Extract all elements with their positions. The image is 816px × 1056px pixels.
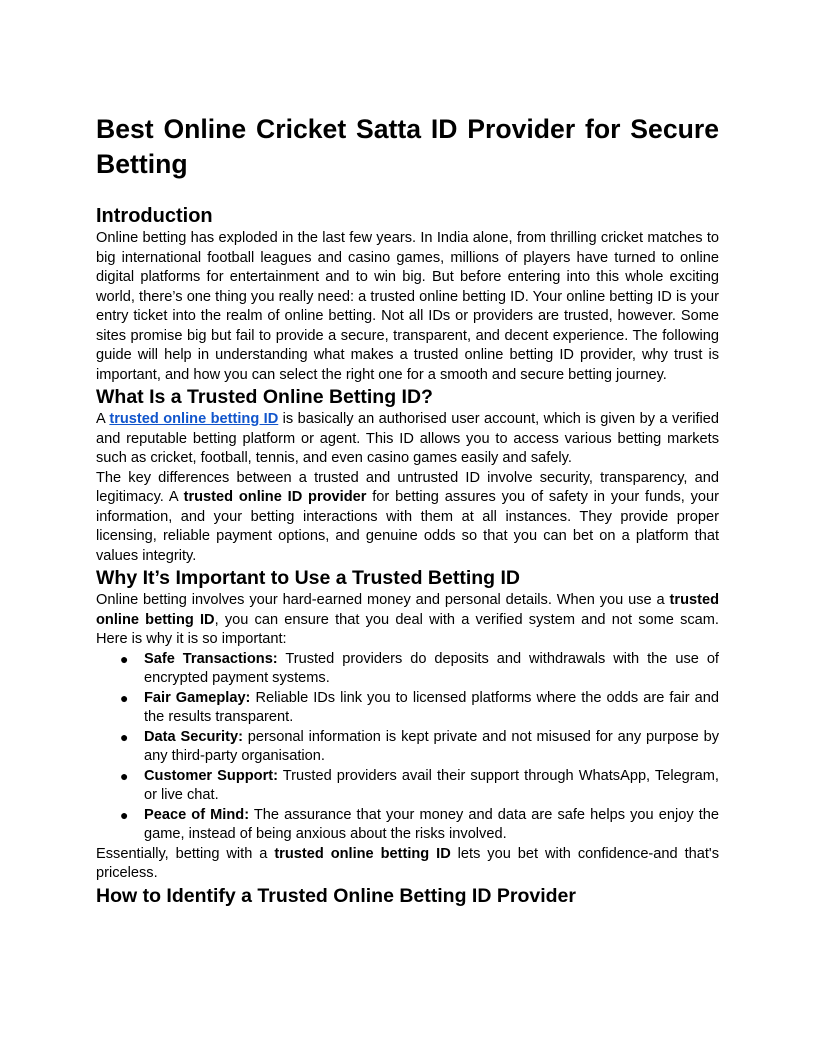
what-paragraph-2 xyxy=(96,469,719,567)
list-item xyxy=(120,728,720,767)
why-p1-pre: Online betting involves your hard-earned money and personal details. When you use a xyxy=(96,592,670,608)
benefits-list xyxy=(96,650,719,845)
why-closing-pre: Essentially, betting with a xyxy=(96,845,275,862)
bullet-icon: ● xyxy=(120,689,129,706)
what-p1-post: is basically an authorised user account, which is given by a verified and reputable betting platform or agent. This ID allows you to access various betting markets such as cricket, football, tennis, and even casino games easily and safely. xyxy=(96,411,719,466)
what-p2-post: for betting assures you of safety in your funds, your information, and your betting interactions with them at all instances. They provide proper licensing, reliable payment options, and genuine odds so that you can bet on a platform that values integrity. xyxy=(96,489,719,564)
list-item-bold: Safe Transactions: xyxy=(144,650,278,667)
list-item-text: The assurance that your money and data are safe helps you enjoy the game, instead of being anxious about the risks involved. xyxy=(144,806,720,842)
how-heading: How to Identify a Trusted Online Betting ID Provider xyxy=(96,884,576,907)
bullet-icon: ● xyxy=(120,728,129,745)
why-p1-post: , you can ensure that you deal with a verified system and not some scam. Here is why it is so important: xyxy=(96,611,719,647)
list-item-text: personal information is kept private and not misused for any purpose by any third-party organisation. xyxy=(144,728,720,764)
list-item-bold: Peace of Mind: xyxy=(144,806,250,823)
what-p2-bold: trusted online ID provider xyxy=(183,489,367,505)
bullet-icon: ● xyxy=(120,806,129,823)
why-closing-bold: trusted online betting ID xyxy=(274,845,451,862)
intro-heading: Introduction xyxy=(96,205,213,227)
bullet-icon: ● xyxy=(120,767,129,784)
page-title: Best Online Cricket Satta ID Provider for Secure Betting xyxy=(96,114,719,179)
list-item xyxy=(120,806,720,845)
list-item-text: Reliable IDs link you to licensed platforms where the odds are fair and the results transparent. xyxy=(144,689,719,725)
list-item xyxy=(120,767,719,806)
list-item-bold: Fair Gameplay: xyxy=(144,689,251,706)
what-heading: What Is a Trusted Online Betting ID? xyxy=(96,386,433,408)
trusted-betting-id-link[interactable]: trusted online betting ID xyxy=(109,411,279,427)
what-p2-pre: The key differences between a trusted and untrusted ID involve security, transparency, and legitimacy. A xyxy=(96,469,719,505)
bullet-icon: ● xyxy=(120,650,129,667)
list-item-text: Trusted providers do deposits and withdrawals with the use of encrypted payment systems. xyxy=(144,650,719,686)
list-item xyxy=(120,650,719,689)
list-item-text: Trusted providers avail their support through WhatsApp, Telegram, or live chat. xyxy=(144,767,719,803)
why-closing-post: lets you bet with confidence-and that's priceless. xyxy=(96,845,719,881)
what-paragraph-1 xyxy=(96,410,719,469)
list-item-bold: Customer Support: xyxy=(144,767,278,784)
what-p1-pre: A xyxy=(96,411,110,427)
document-page xyxy=(96,112,719,909)
why-paragraph xyxy=(96,591,719,650)
why-p1-bold: trusted online betting ID xyxy=(96,592,719,628)
why-closing-paragraph xyxy=(96,845,719,884)
why-heading: Why It’s Important to Use a Trusted Betting ID xyxy=(96,567,520,589)
intro-paragraph: Online betting has exploded in the last few years. In India alone, from thrilling cricket matches to big international football leagues and casino games, millions of players have turned to online digital platforms for entertainment and to win big. But before entering into this whole exciting world, there’s one thing you really need: a trusted online betting ID. Your online betting ID is your entry ticket into the realm of online betting. Not all IDs or providers are trusted, however. Some sites promise big but fail to provide a secure, transparent, and decent experience. The following guide will help in understanding what makes a trusted online betting ID provider, why trust is important, and how you can select the right one for a smooth and secure betting journey. xyxy=(96,230,719,383)
list-item-bold: Data Security: xyxy=(144,728,243,745)
list-item xyxy=(120,689,719,728)
